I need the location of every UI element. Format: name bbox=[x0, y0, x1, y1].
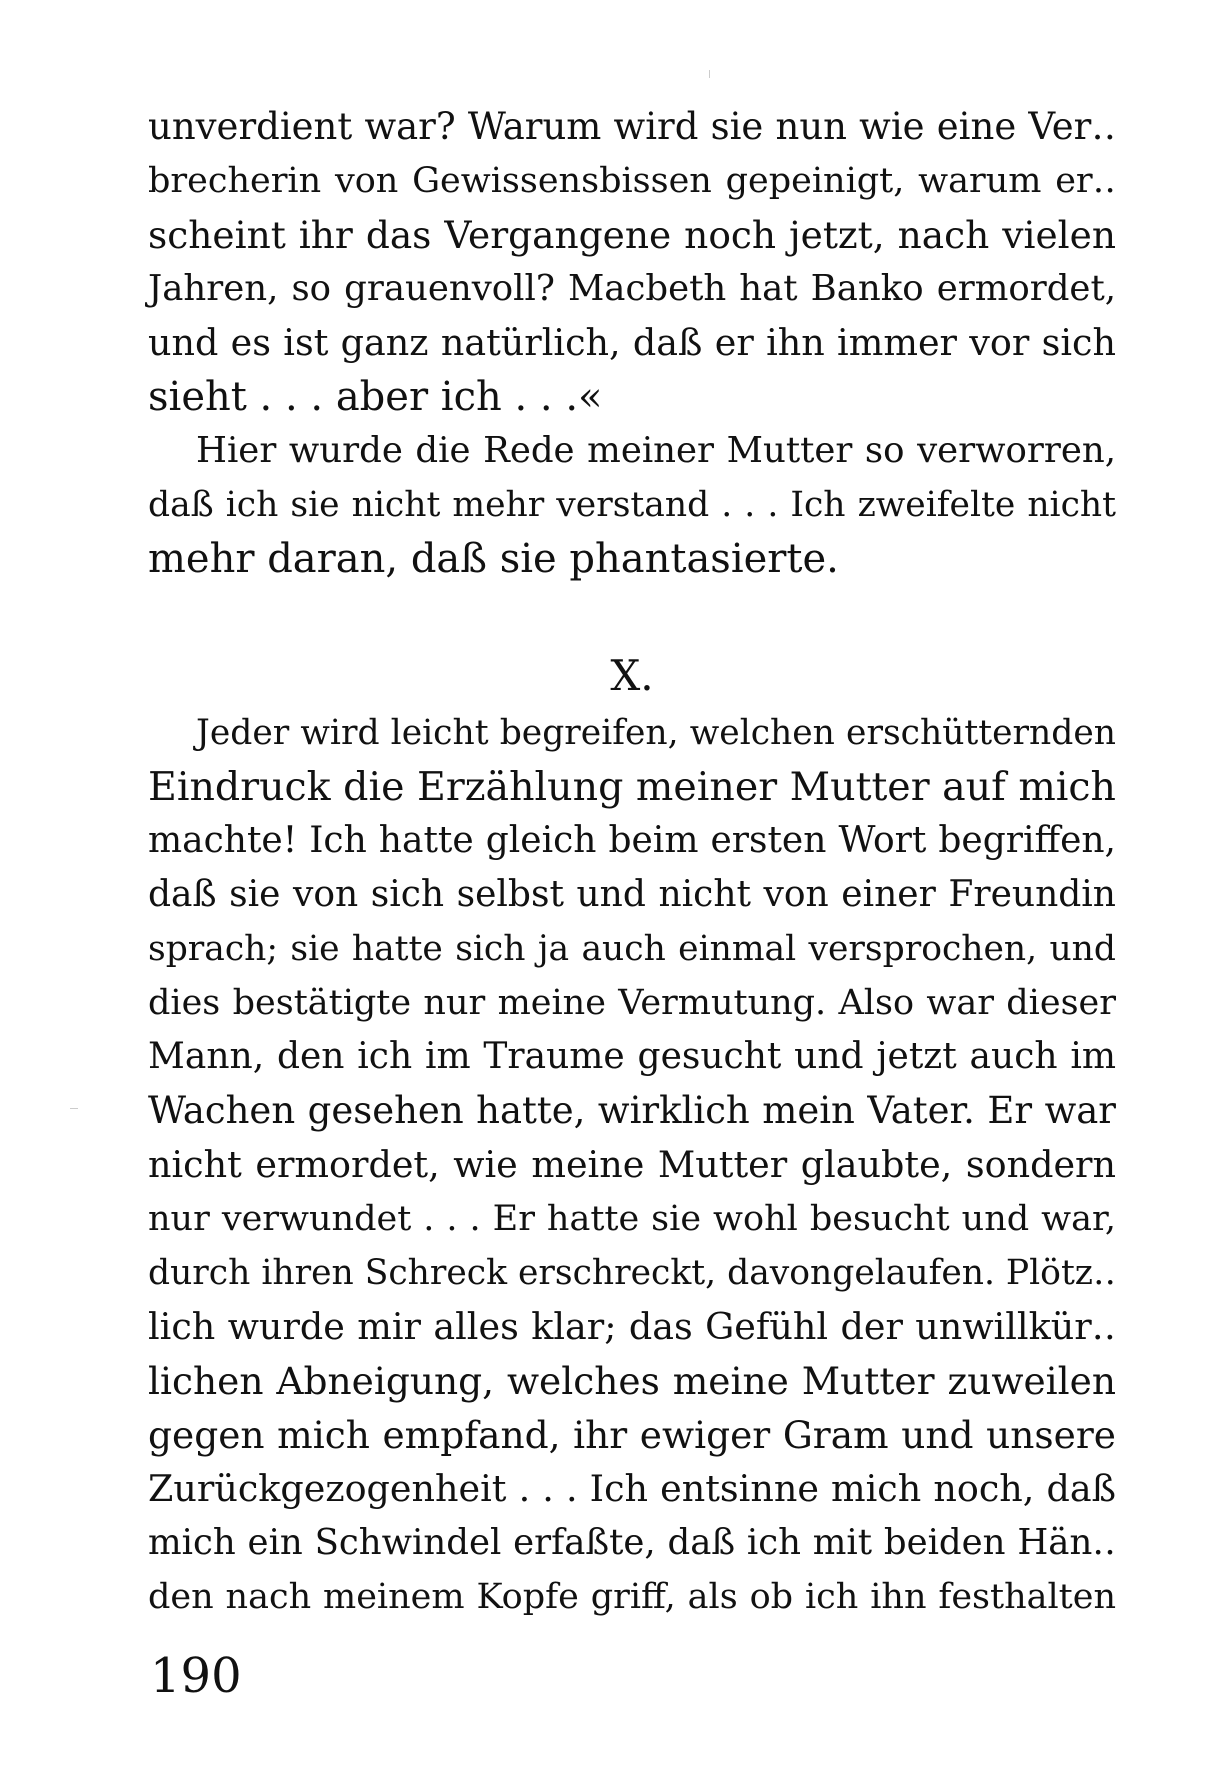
text-line: dies bestätigte nur meine Vermutung. Also war dieser bbox=[148, 983, 1116, 1023]
text-line: mehr daran, daß sie phantasierte. bbox=[148, 536, 839, 582]
text-line: unverdient war? Warum wird sie nun wie eine Ver‥ bbox=[148, 105, 1116, 148]
text-line: den nach meinem Kopfe griff, als ob ich ihn festhalten bbox=[148, 1577, 1116, 1617]
text-line: Jeder wird leicht begreifen, welchen erschütternden bbox=[196, 713, 1116, 753]
page-number: 190 bbox=[150, 1648, 242, 1704]
scan-mark-top bbox=[709, 70, 710, 78]
text-line: Hier wurde die Rede meiner Mutter so verworren, bbox=[196, 430, 1116, 471]
text-line: Wachen gesehen hatte, wirklich mein Vater. Er war bbox=[148, 1089, 1116, 1132]
scan-mark-left bbox=[70, 1108, 78, 1109]
text-line: und es ist ganz natürlich, daß er ihn immer vor sich bbox=[148, 321, 1116, 364]
text-line: daß sie von sich selbst und nicht von einer Freundin bbox=[148, 874, 1116, 915]
text-line: Zurückgezogenheit . . . Ich entsinne mich noch, daß bbox=[148, 1467, 1116, 1510]
text-line: machte! Ich hatte gleich beim ersten Wort begriffen, bbox=[148, 820, 1116, 861]
text-line: lichen Abneigung, welches meine Mutter zuweilen bbox=[148, 1359, 1116, 1403]
text-line: Jahren, so grauenvoll? Macbeth hat Banko ermordet, bbox=[148, 268, 1116, 309]
text-line: sprach; sie hatte sich ja auch einmal versprochen, und bbox=[148, 929, 1116, 969]
text-line: mich ein Schwindel erfaßte, daß ich mit beiden Hän‥ bbox=[148, 1522, 1116, 1563]
text-line: Eindruck die Erzählung meiner Mutter auf mich bbox=[148, 764, 1116, 810]
text-line: scheint ihr das Vergangene noch jetzt, nach vielen bbox=[148, 213, 1116, 257]
text-line: gegen mich empfand, ihr ewiger Gram und unsere bbox=[148, 1413, 1116, 1457]
text-line: nicht ermordet, wie meine Mutter glaubte, sondern bbox=[148, 1143, 1116, 1186]
text-line: daß ich sie nicht mehr verstand . . . Ich zweifelte nicht bbox=[148, 485, 1116, 525]
text-line: durch ihren Schreck erschreckt, davongelaufen. Plötz‥ bbox=[148, 1253, 1116, 1293]
text-line: brecherin von Gewissensbissen gepeinigt, warum er‥ bbox=[148, 161, 1116, 201]
text-section-after bbox=[148, 706, 1116, 1624]
chapter-heading: X. bbox=[610, 651, 654, 700]
text-line: sieht . . . aber ich . . .« bbox=[148, 374, 603, 420]
text-line: nur verwundet . . . Er hatte sie wohl besucht und war, bbox=[148, 1199, 1116, 1239]
text-line: Mann, den ich im Traume gesucht und jetzt auch im bbox=[148, 1036, 1116, 1077]
text-line: lich wurde mir alles klar; das Gefühl der unwillkür‥ bbox=[148, 1305, 1116, 1348]
text-section-before bbox=[148, 100, 1116, 586]
